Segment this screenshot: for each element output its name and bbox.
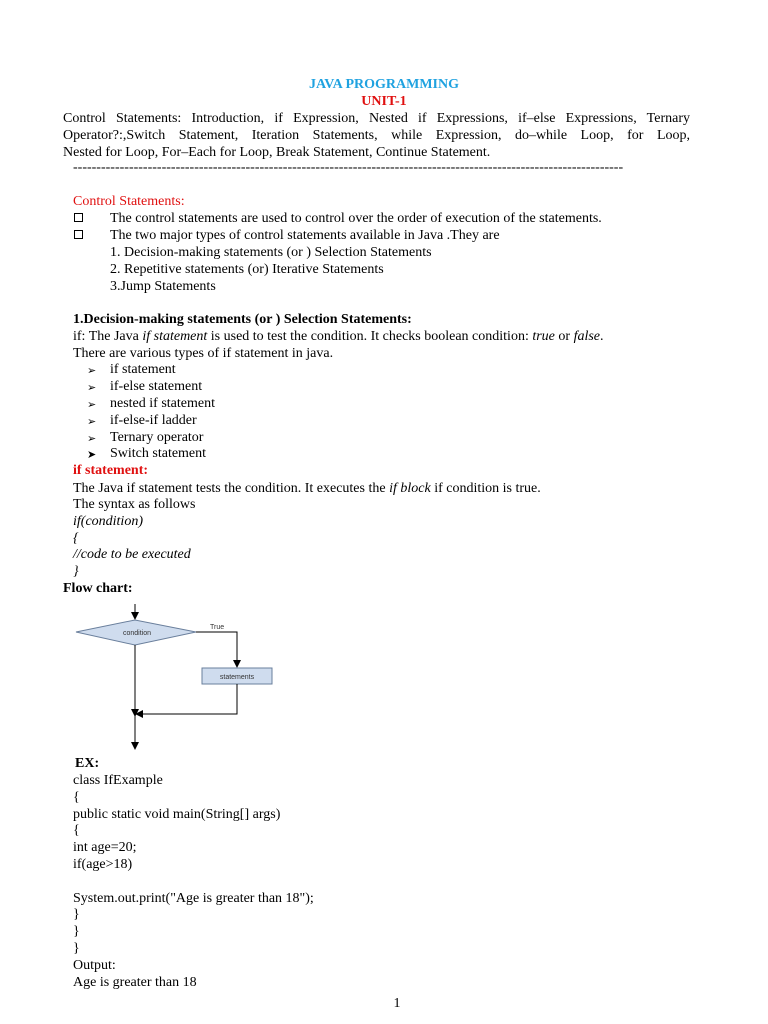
code-line: System.out.print("Age is greater than 18"); [73, 891, 314, 906]
code-line: } [73, 941, 80, 956]
code-line: if(age>18) [73, 857, 133, 872]
if-intro: if: The Java if statement is used to test the condition. It checks boolean condition: true or false. [73, 329, 604, 344]
control-statements-heading: Control Statements: [73, 194, 185, 209]
example-heading: EX: [75, 756, 100, 771]
if-type-item: Switch statement [110, 446, 207, 461]
code-line: { [73, 823, 80, 838]
if-type-item: Ternary operator [110, 430, 204, 445]
arrow-bullet-icon: ➤ [87, 448, 97, 461]
code-line: } [73, 907, 80, 922]
arrow-bullet-icon: ➢ [87, 415, 97, 428]
control-type-3: 3.Jump Statements [110, 279, 216, 294]
document-title: JAVA PROGRAMMING [309, 77, 459, 92]
dashed-divider: ---------------------------------------------------------------------------------------------------------------------- [73, 160, 624, 175]
output-value: Age is greater than 18 [73, 975, 197, 990]
syntax-line: if(condition) [73, 514, 143, 529]
output-label: Output: [73, 958, 116, 973]
code-line: public static void main(String[] args) [73, 807, 281, 822]
flowchart-heading: Flow chart: [63, 581, 133, 596]
statements-label: statements [219, 674, 255, 681]
arrow-bullet-icon: ➢ [87, 432, 97, 445]
condition-label: condition [122, 630, 152, 637]
code-line: class IfExample [73, 773, 163, 788]
true-label: True [210, 624, 225, 631]
syntax-line: { [73, 531, 79, 546]
syntax-intro: The syntax as follows [73, 497, 196, 512]
syllabus-line-3: Nested for Loop, For–Each for Loop, Break Statement, Continue Statement. [63, 145, 491, 160]
if-type-item: if statement [110, 362, 176, 377]
decision-heading: 1.Decision-making statements (or ) Selection Statements: [73, 312, 412, 327]
unit-label: UNIT-1 [361, 94, 407, 109]
arrow-bullet-icon: ➢ [87, 398, 97, 411]
code-line: { [73, 790, 80, 805]
control-point-2: The two major types of control statements available in Java .They are [110, 228, 500, 243]
if-type-item: if-else-if ladder [110, 413, 197, 428]
if-statement-desc: The Java if statement tests the condition. It executes the if block if condition is true. [73, 481, 541, 496]
code-line: int age=20; [73, 840, 137, 855]
control-point-1: The control statements are used to control over the order of execution of the statements. [110, 211, 602, 226]
arrow-bullet-icon: ➢ [87, 381, 97, 394]
if-statement-heading: if statement: [73, 463, 149, 478]
if-type-item: nested if statement [110, 396, 215, 411]
syntax-line: //code to be executed [73, 547, 191, 562]
control-type-2: 2. Repetitive statements (or) Iterative Statements [110, 262, 384, 277]
true-branch-arrow [196, 632, 237, 667]
arrow-bullet-icon: ➢ [87, 364, 97, 377]
control-type-1: 1. Decision-making statements (or ) Selection Statements [110, 245, 432, 260]
page-number: 1 [393, 996, 401, 1011]
syllabus-line-2: Operator?:,Switch Statement, Iteration Statements, while Expression, do–while Loop, for Loop, [63, 128, 690, 143]
if-type-item: if-else statement [110, 379, 203, 394]
if-types-intro: There are various types of if statement in java. [73, 346, 334, 361]
syllabus-line-1: Control Statements: Introduction, if Expression, Nested if Expressions, if–else Expressions, Ternary [63, 111, 690, 126]
code-line: } [73, 924, 80, 939]
merge-arrow [136, 684, 237, 714]
syntax-line: } [73, 564, 79, 579]
